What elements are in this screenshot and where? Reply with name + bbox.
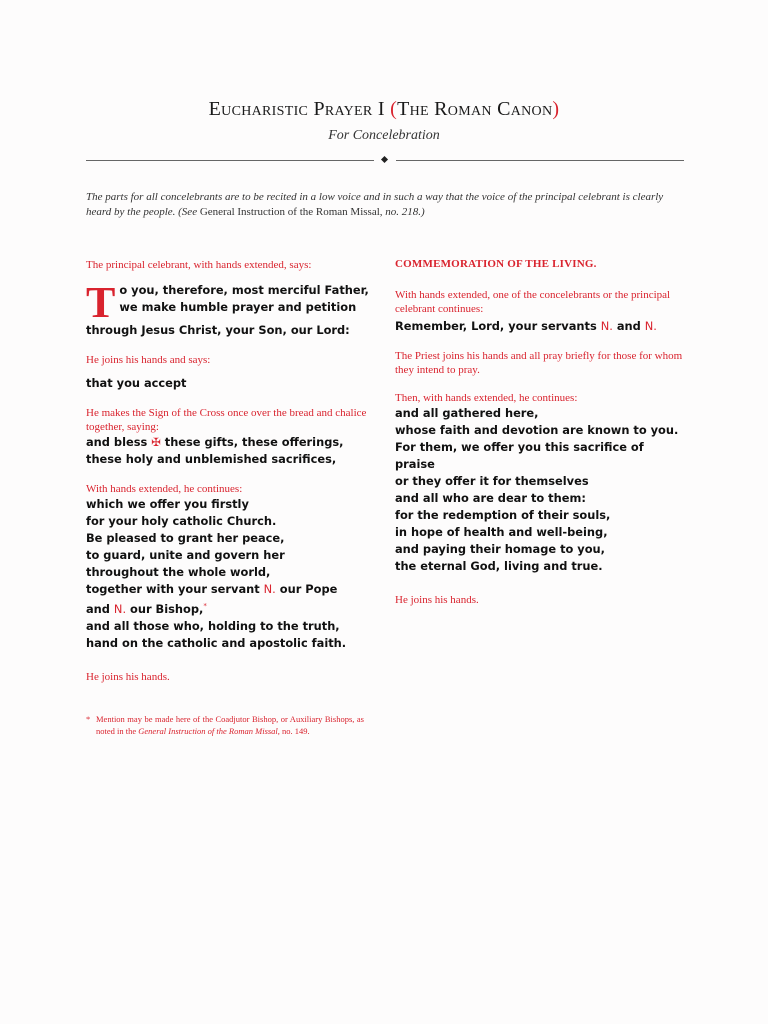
divider-right (396, 160, 684, 161)
left-column (86, 258, 376, 684)
title-paren-open: ( (390, 98, 398, 120)
page-title (0, 98, 768, 121)
rubric-joins-hands-says: He joins his hands and says: (86, 354, 211, 366)
title-inner: The Roman Canon (397, 98, 553, 120)
prayer-that-you-accept: that you accept (86, 376, 187, 390)
rubric-joins-hands: He joins his hands. (86, 670, 170, 683)
title-main: Eucharistic Prayer I (208, 98, 391, 120)
rubric-one-of-concelebrants: With hands extended, one of the concelebrants or the principal celebrant continues: (395, 289, 671, 315)
rubric-principal-celebrant: The principal celebrant, with hands extended, says: (86, 259, 312, 271)
cross-icon: ✠ (151, 435, 161, 449)
divider-left (86, 160, 374, 161)
prayer-remember-lord: Remember, Lord, your servants N. and N. (395, 319, 657, 333)
prayer-all-gathered: and all gathered here, whose faith and devotion are known to you. For them, we offer you this sacrifice of praise or they offer it for themselves and all who are dear to them: for the redemption of their souls, in hope of health and well-being, and paying their homage to you, the eternal God, living and true. (395, 406, 679, 573)
footnote-marker: * (203, 602, 207, 610)
drop-cap: T (86, 278, 116, 327)
page-subtitle: For Concelebration (328, 128, 440, 143)
rubric-sign-of-cross: He makes the Sign of the Cross once over the bread and chalice together, saying: (86, 407, 367, 433)
prayer-opening: T o you, therefore, most merciful Father, we make humble prayer and petition through Jesus Christ, your Son, our Lord: (86, 278, 369, 337)
title-paren-close: ) (552, 98, 560, 120)
rubric-priest-joins-hands: The Priest joins his hands and all pray briefly for those for whom they intend to pray. (395, 350, 683, 376)
divider-diamond-icon (381, 156, 388, 163)
section-heading-commemoration: COMMEMORATION OF THE LIVING. (395, 258, 597, 270)
rubric-joins-hands-right: He joins his hands. (395, 594, 479, 606)
right-column (395, 258, 685, 607)
rubric-hands-extended: With hands extended, he continues: (86, 483, 243, 495)
intro-rubric: The parts for all concelebrants are to be recited in a low voice and in such a way that the voice of the principal celebrant is clearly heard by the people. (See General Instruction of the Roman Missal, no. 218.) (86, 191, 664, 218)
prayer-bless-gifts: and bless ✠ these gifts, these offerings, these holy and unblemished sacrifices, (86, 435, 344, 466)
footnote: * Mention may be made here of the Coadjutor Bishop, or Auxiliary Bishops, as noted in the General Instruction of the Roman Missal, no. 149. (86, 714, 364, 736)
rubric-then-continues: Then, with hands extended, he continues: (395, 392, 578, 404)
prayer-offer-church: which we offer you firstly for your holy catholic Church. Be pleased to grant her peace, to guard, unite and govern her throughout the whole world, together with your servant N. our Pope and N. our Bishop,* and all those who, holding to the truth, hand on the catholic and apostolic faith. (86, 497, 347, 650)
